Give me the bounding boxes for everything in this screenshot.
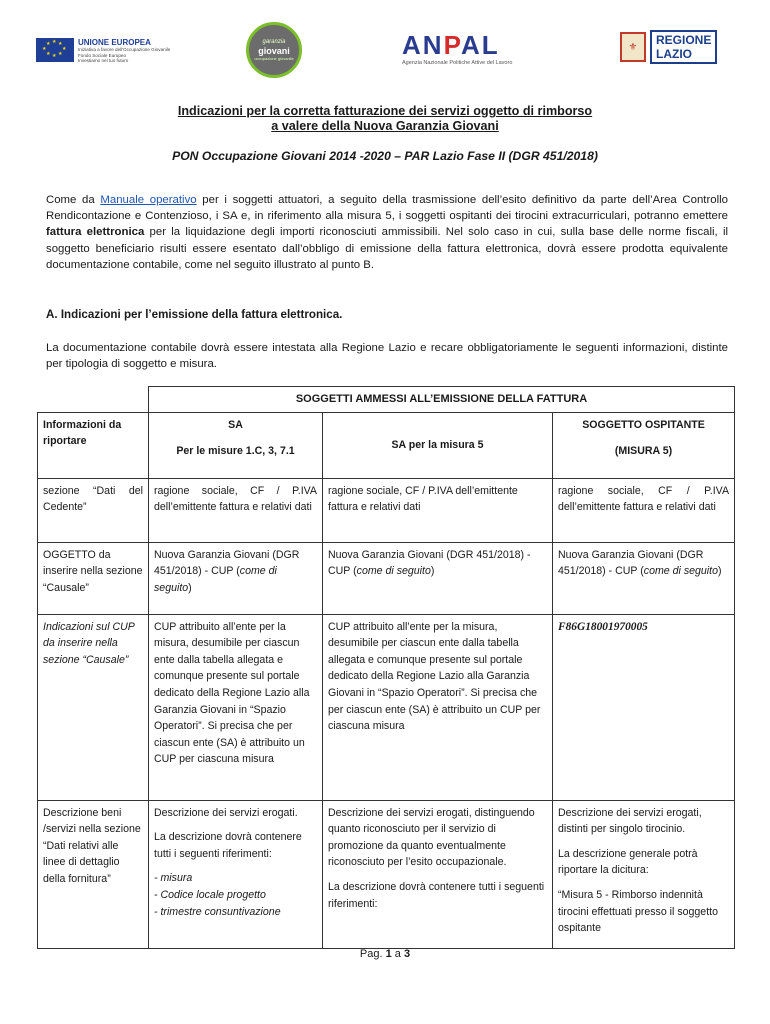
table-cell: Descrizione beni /servizi nella sezione “Dati relativi alle linee di dettaglio della fornitura” xyxy=(38,800,149,948)
cell-text: Nuova Garanzia Giovani (DGR 451/2018) - CUP ( xyxy=(328,548,531,578)
cell-text: La descrizione dovrà contenere tutti i seguenti riferimenti: xyxy=(154,831,302,860)
cell-text: Nuova Garanzia Giovani (DGR 451/2018) - CUP ( xyxy=(558,548,704,578)
lazio-line1: REGIONE xyxy=(656,33,712,47)
intro-paragraph xyxy=(46,192,728,273)
cell-text: Nuova Garanzia Giovani (DGR 451/2018) - CUP ( xyxy=(154,548,300,578)
cell-text: “Misura 5 - Rimborso indennità tirocini effettuati presso il soggetto ospitante xyxy=(558,888,718,935)
intro-text-bold: fattura elettronica xyxy=(46,226,145,239)
table-cell: sezione “Dati del Cedente” xyxy=(38,478,149,542)
table-cell: ragione sociale, CF / P.IVA dell’emittente fattura e relativi dati xyxy=(323,478,553,542)
eu-logo-line: Fondo Sociale Europeo xyxy=(78,52,127,58)
title-line-1: Indicazioni per la corretta fatturazione dei servizi oggetto di rimborso xyxy=(177,104,593,118)
table-row xyxy=(38,800,735,948)
anpal-word-a: AN xyxy=(402,30,444,60)
cell-text: Descrizione dei servizi erogati. xyxy=(154,806,298,819)
cell-text-italic: come di seguito xyxy=(356,565,431,578)
table-cell: OGGETTO da inserire nella sezione “Causale” xyxy=(38,542,149,614)
cell-text: La descrizione generale potrà riportare la dicitura: xyxy=(558,847,698,877)
cup-code-cell xyxy=(553,614,735,800)
cell-text: Descrizione dei servizi erogati, distinti per singolo tirocinio. xyxy=(558,806,702,836)
anpal-word-al: AL xyxy=(460,30,500,60)
col-header-sa-misura5: SA per la misura 5 xyxy=(323,412,553,478)
list-item: - misura xyxy=(154,872,193,885)
regione-lazio-logo xyxy=(620,30,717,64)
col-header-sa-title: SA xyxy=(228,418,243,431)
eu-logo-line: Iniziativa a favore dell'Occupazione Giovanile xyxy=(78,47,171,52)
col-header-sa xyxy=(149,412,323,478)
table-cell: Indicazioni sul CUP da inserire nella sezione “Causale” xyxy=(38,614,149,800)
table-cell xyxy=(323,542,553,614)
table-cell: ragione sociale, CF / P.IVA dell’emittente fattura e relativi dati xyxy=(149,478,323,542)
page-footer xyxy=(0,948,770,960)
intro-text-c: per la liquidazione degli importi riconosciuti ammissibili. Nel solo caso in cui, sulla base delle norme fiscali, il soggetto beneficiario risulti essere esentato dall’obbligo di emissione della fattura elettronica, dovrà essere prodotta equivalente documentazione contabile, come nel seguito illustrato al punto B. xyxy=(46,226,728,271)
footer-total-pages: 3 xyxy=(403,948,411,960)
table-row xyxy=(38,542,735,614)
intro-text-b: per i soggetti attuatori, a seguito della trasmissione dell’esito definitivo da parte dell’Area Controllo Rendicontazione e Contenzioso, i SA e, in riferimento alla misura 5, i soggetti ospitanti dei tirocini extracurriculari, potranno emettere xyxy=(46,194,728,223)
document-subtitle: PON Occupazione Giovani 2014 -2020 – PAR Lazio Fase II (DGR 451/2018) xyxy=(172,149,598,163)
table-row xyxy=(38,387,735,413)
cell-text: ) xyxy=(717,565,722,578)
header-logos xyxy=(0,18,770,80)
document-title xyxy=(40,104,730,134)
table-header-row xyxy=(38,412,735,478)
table-cell xyxy=(149,542,323,614)
list-item: - Codice locale progetto xyxy=(154,888,266,901)
invoice-info-table xyxy=(37,386,735,949)
table-cell xyxy=(553,800,735,948)
cell-text-italic: come di seguito xyxy=(643,565,718,578)
anpal-subtitle: Agenzia Nazionale Politiche Attive del Lavoro xyxy=(402,60,513,66)
lazio-line2: LAZIO xyxy=(656,47,692,61)
footer-of-label: a xyxy=(391,948,404,960)
cell-text: ) xyxy=(188,581,192,594)
table-row xyxy=(38,614,735,800)
eu-logo-title: UNIONE EUROPEA xyxy=(78,38,151,47)
anpal-word-p: P xyxy=(443,30,461,60)
table-cell: ragione sociale, CF / P.IVA dell’emittente fattura e relativi dati xyxy=(553,478,735,542)
table-top-header: SOGGETTI AMMESSI ALL’EMISSIONE DELLA FATTURA xyxy=(149,387,735,413)
manuale-operativo-link[interactable]: Manuale operativo xyxy=(100,194,197,206)
table-cell: CUP attribuito all’ente per la misura, desumibile per ciascun ente dalla tabella allegata e comunque presente sul portale dedicato della Regione Lazio alla Garanzia Giovani in “Spazio Operatori”. Si precisa che per ciascun ente (SA) è attribuito un CUP per ciascuna misura xyxy=(149,614,323,800)
title-line-2: a valere della Nuova Garanzia Giovani xyxy=(271,119,499,133)
cell-text: ) xyxy=(430,565,435,578)
anpal-logo xyxy=(402,32,512,66)
table-cell xyxy=(323,800,553,948)
col-header-ospitante-misura: (MISURA 5) xyxy=(614,445,673,458)
col-header-informazioni: Informazioni da riportare xyxy=(38,412,149,478)
list-item: - trimestre consuntivazione xyxy=(154,905,281,918)
table-cell xyxy=(553,542,735,614)
col-header-sa-misure: Per le misure 1.C, 3, 7.1 xyxy=(176,445,295,458)
cell-text: Descrizione dei servizi erogati, distinguendo quanto riconosciuto per il servizio di promozione da quanto eventualmente riconosciuto per l’esito occupazionale. xyxy=(328,806,535,869)
gg-logo-line1: garanzia xyxy=(262,39,286,45)
eu-logo-line: Investiamo nel tuo futuro xyxy=(78,58,129,63)
lazio-emblem-icon: ⚜ xyxy=(620,32,646,62)
table-blank-cell xyxy=(38,387,149,413)
gg-logo-line3: occupazione giovanile xyxy=(254,56,294,61)
table-row xyxy=(38,478,735,542)
gg-logo-line2: giovani xyxy=(258,46,290,56)
cell-text-italic: come di seguito xyxy=(154,565,277,594)
section-a-heading: A. Indicazioni per l’emissione della fattura elettronica. xyxy=(46,308,343,321)
footer-page-number: 1 xyxy=(385,948,392,960)
footer-pag-label: Pag. xyxy=(359,948,386,960)
table-cell xyxy=(149,800,323,948)
cup-code: F86G18001970005 xyxy=(558,620,648,633)
section-a-paragraph: La documentazione contabile dovrà essere intestata alla Regione Lazio e recare obbligatoriamente le seguenti informazioni, distinte per tipologia di soggetto e misura. xyxy=(46,342,728,371)
table-cell: CUP attribuito all’ente per la misura, desumibile per ciascun ente dalla tabella allegata e comunque presente sul portale dedicato della Regione Lazio alla Garanzia Giovani in “Spazio Operatori”. Si precisa che per ciascun ente (SA) è attribuito un CUP per ciascuna misura xyxy=(323,614,553,800)
col-header-ospitante-title: SOGGETTO OSPITANTE xyxy=(582,418,705,431)
garanzia-giovani-logo xyxy=(246,22,302,78)
eu-flag-icon: ★ ★ ★ ★ ★ ★ ★ ★ xyxy=(36,38,74,62)
cell-text: La descrizione dovrà contenere tutti i seguenti riferimenti: xyxy=(328,880,545,910)
eu-logo xyxy=(36,38,170,64)
intro-text-a: Come da xyxy=(46,194,101,206)
col-header-soggetto-ospitante xyxy=(553,412,735,478)
